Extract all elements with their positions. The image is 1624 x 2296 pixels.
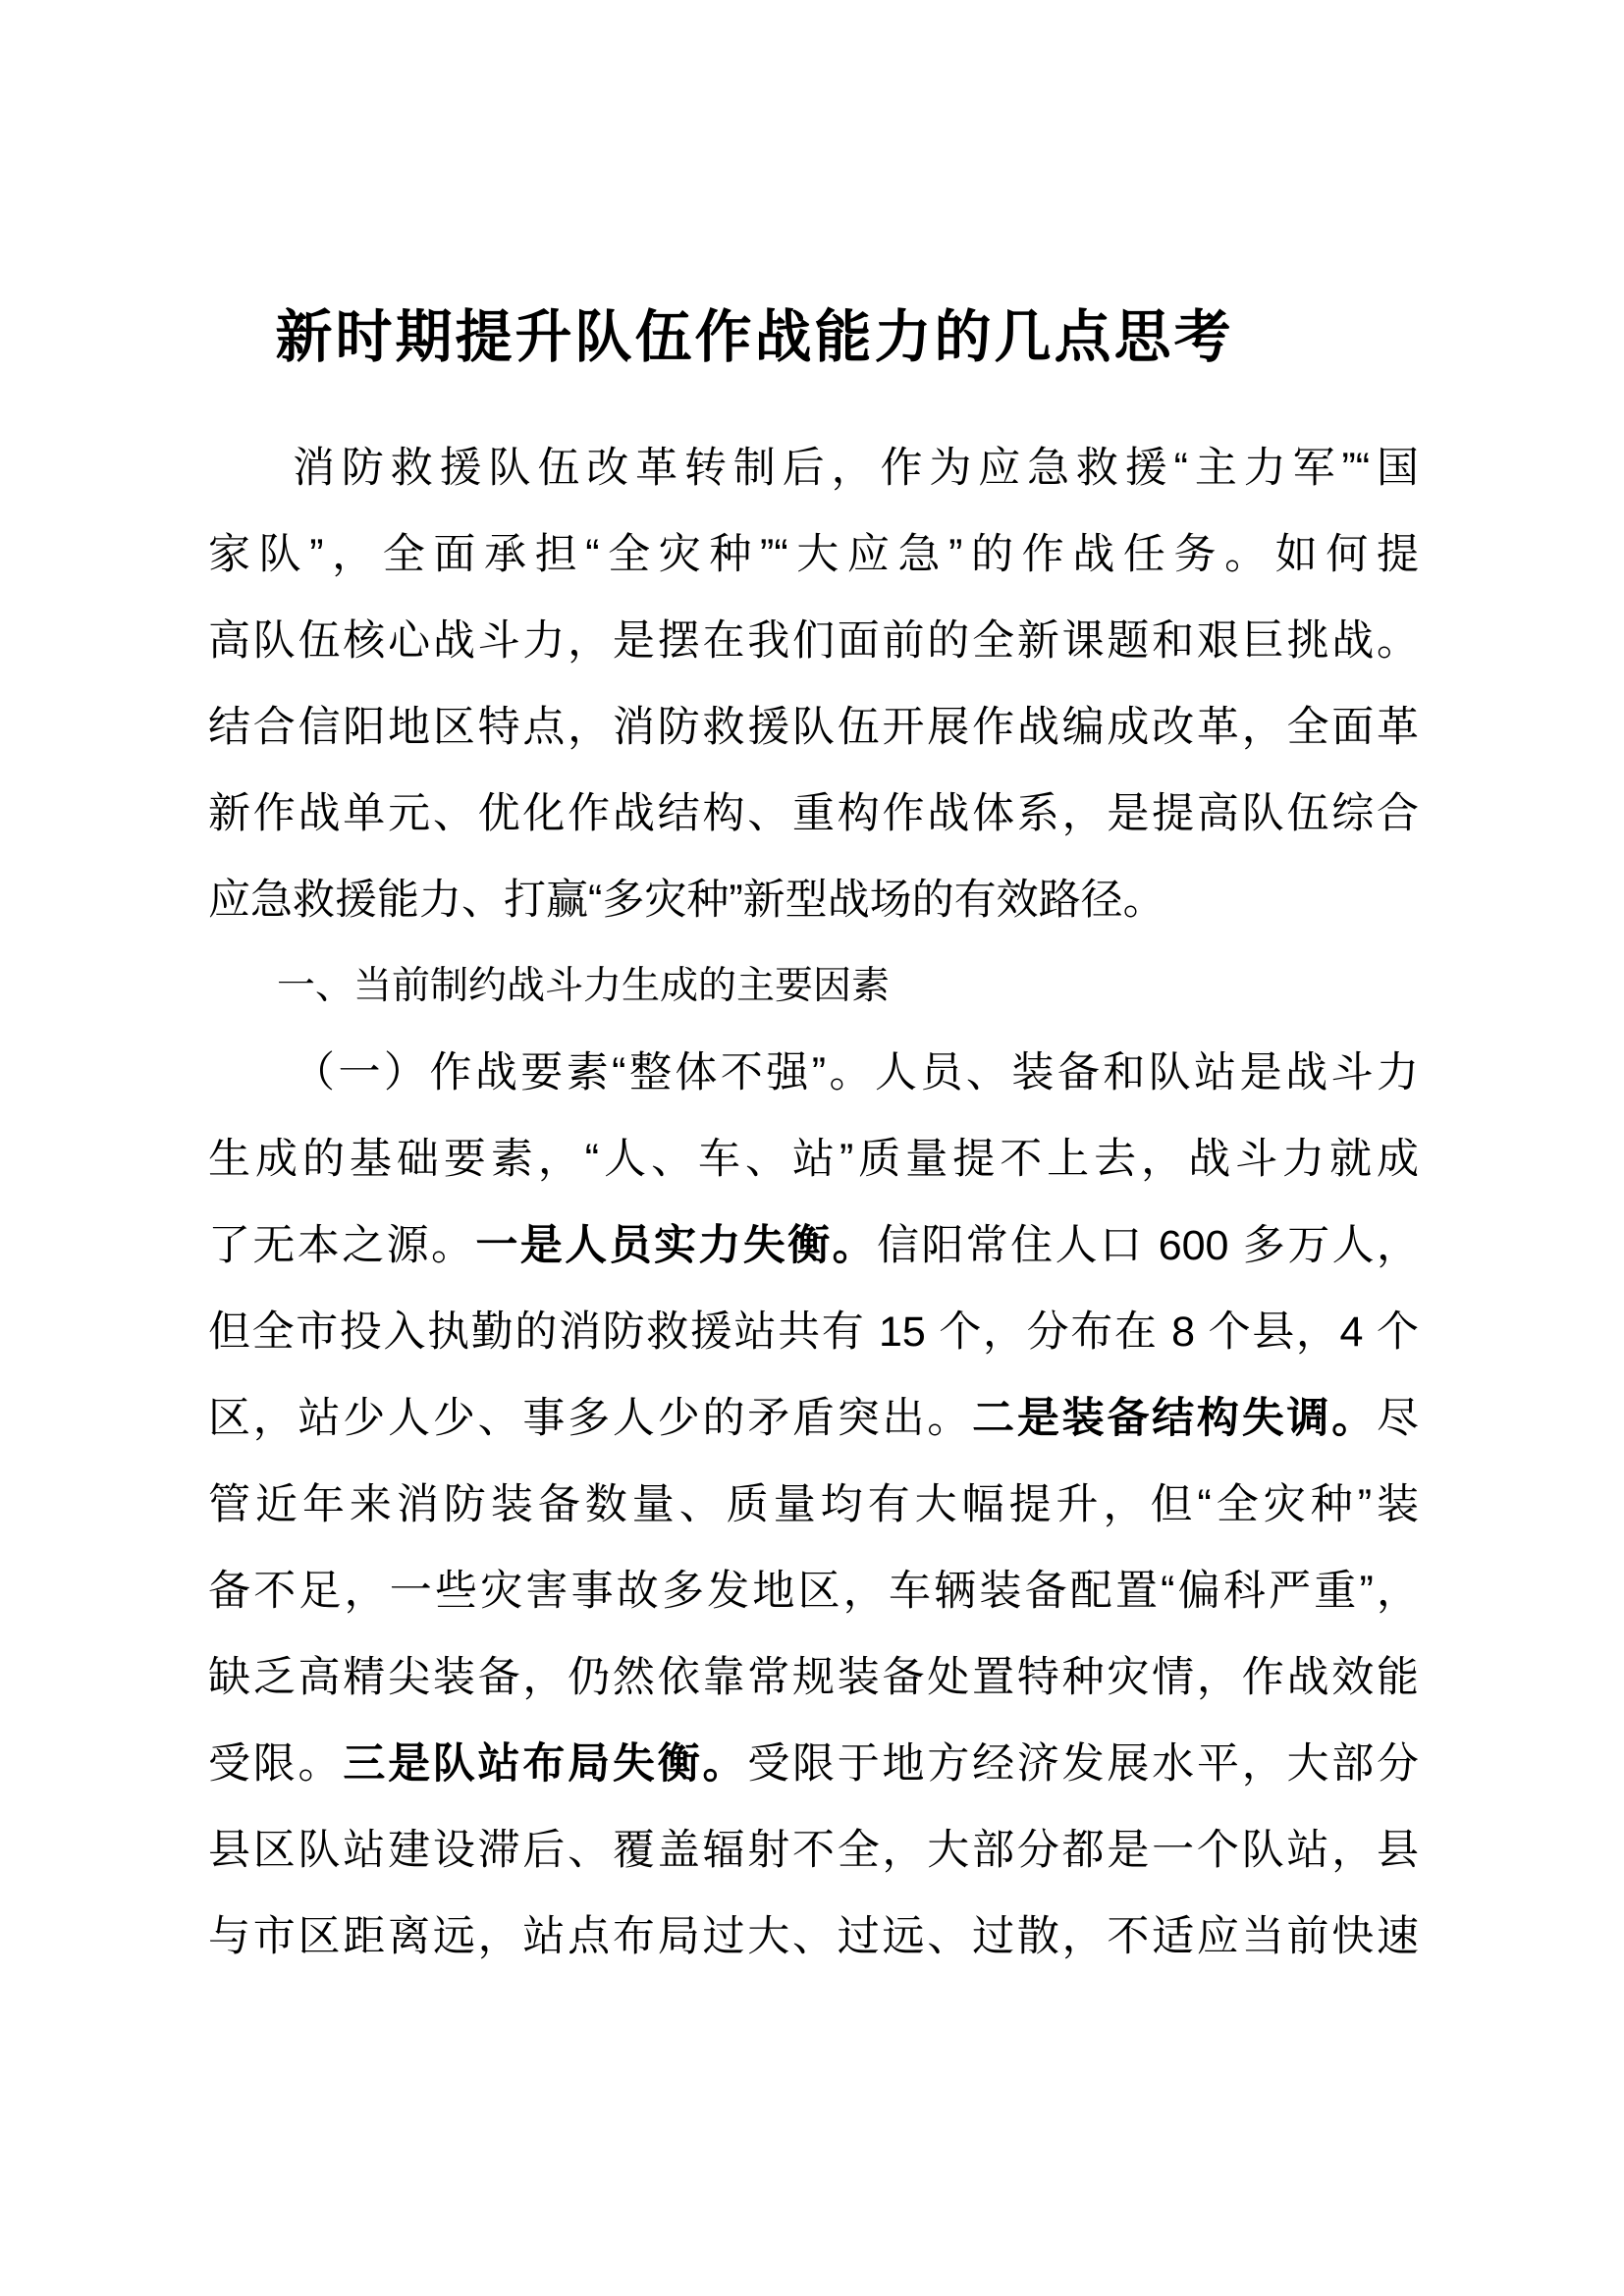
text-segment: 区，站少人少、事多人少的矛盾突出。 — [208, 1395, 973, 1442]
bold-text-segment: 三是队站布局失衡。 — [343, 1740, 748, 1788]
text-segment: 但全市投入执勤的消防救援站共有 15 个，分布在 8 个县，4 个 — [208, 1308, 1419, 1356]
text-line — [208, 943, 1419, 1030]
text-segment: 家队”，全面承担“全灾种”“大应急”的作战任务。如何提 — [208, 531, 1419, 578]
text-line — [208, 857, 1419, 943]
text-line — [208, 1894, 1419, 1980]
text-line — [208, 1116, 1419, 1202]
paragraph — [208, 1030, 1419, 1980]
text-segment: 信阳常住人口 600 多万人， — [876, 1222, 1420, 1269]
text-line — [208, 1202, 1419, 1289]
text-line — [208, 511, 1419, 598]
text-line — [208, 1548, 1419, 1634]
text-line — [208, 598, 1419, 684]
text-segment: 受限。 — [208, 1740, 344, 1788]
bold-text-segment: 一是人员实力失衡。 — [475, 1222, 877, 1269]
text-line — [208, 684, 1419, 771]
text-line — [208, 1807, 1419, 1894]
text-segment: 了无本之源。 — [208, 1222, 476, 1269]
text-segment: 一、当前制约战斗力生成的主要因素 — [277, 965, 891, 1007]
text-segment: 管近年来消防装备数量、质量均有大幅提升，但“全灾种”装 — [208, 1481, 1419, 1528]
text-segment: 结合信阳地区特点，消防救援队伍开展作战编成改革，全面革 — [208, 704, 1419, 751]
section-heading — [208, 943, 1419, 1030]
text-segment: （一）作战要素“整体不强”。人员、装备和队站是战斗力 — [293, 1049, 1419, 1096]
text-line — [208, 1289, 1419, 1375]
text-segment: 备不足，一些灾害事故多发地区，车辆装备配置“偏科严重”， — [208, 1568, 1419, 1615]
document-title: 新时期提升队伍作战能力的几点思考 — [275, 305, 1234, 369]
text-segment: 新作战单元、优化作战结构、重构作战体系，是提高队伍综合 — [208, 790, 1419, 837]
text-line — [208, 1375, 1419, 1462]
text-segment: 与市区距离远，站点布局过大、过远、过散，不适应当前快速 — [208, 1913, 1419, 1960]
text-segment: 应急救援能力、打赢“多灾种”新型战场的有效路径。 — [208, 877, 1165, 924]
bold-text-segment: 二是装备结构失调。 — [972, 1395, 1378, 1442]
text-segment: 消防救援队伍改革转制后，作为应急救援“主力军”“国 — [293, 445, 1419, 492]
text-line — [208, 771, 1419, 857]
text-segment: 尽 — [1377, 1395, 1420, 1442]
text-line — [208, 1634, 1419, 1721]
document-body — [208, 425, 1419, 1980]
text-line — [208, 425, 1419, 511]
text-segment: 受限于地方经济发展水平，大部分 — [747, 1740, 1420, 1788]
text-segment: 高队伍核心战斗力，是摆在我们面前的全新课题和艰巨挑战。 — [208, 617, 1419, 665]
text-segment: 缺乏高精尖装备，仍然依靠常规装备处置特种灾情，作战效能 — [208, 1654, 1419, 1701]
text-line — [208, 1030, 1419, 1116]
text-segment: 县区队站建设滞后、覆盖辐射不全，大部分都是一个队站，县 — [208, 1827, 1419, 1874]
paragraph — [208, 425, 1419, 943]
text-segment: 生成的基础要素，“人、车、站”质量提不上去，战斗力就成 — [208, 1136, 1419, 1183]
text-line — [208, 1721, 1419, 1807]
text-line — [208, 1462, 1419, 1548]
